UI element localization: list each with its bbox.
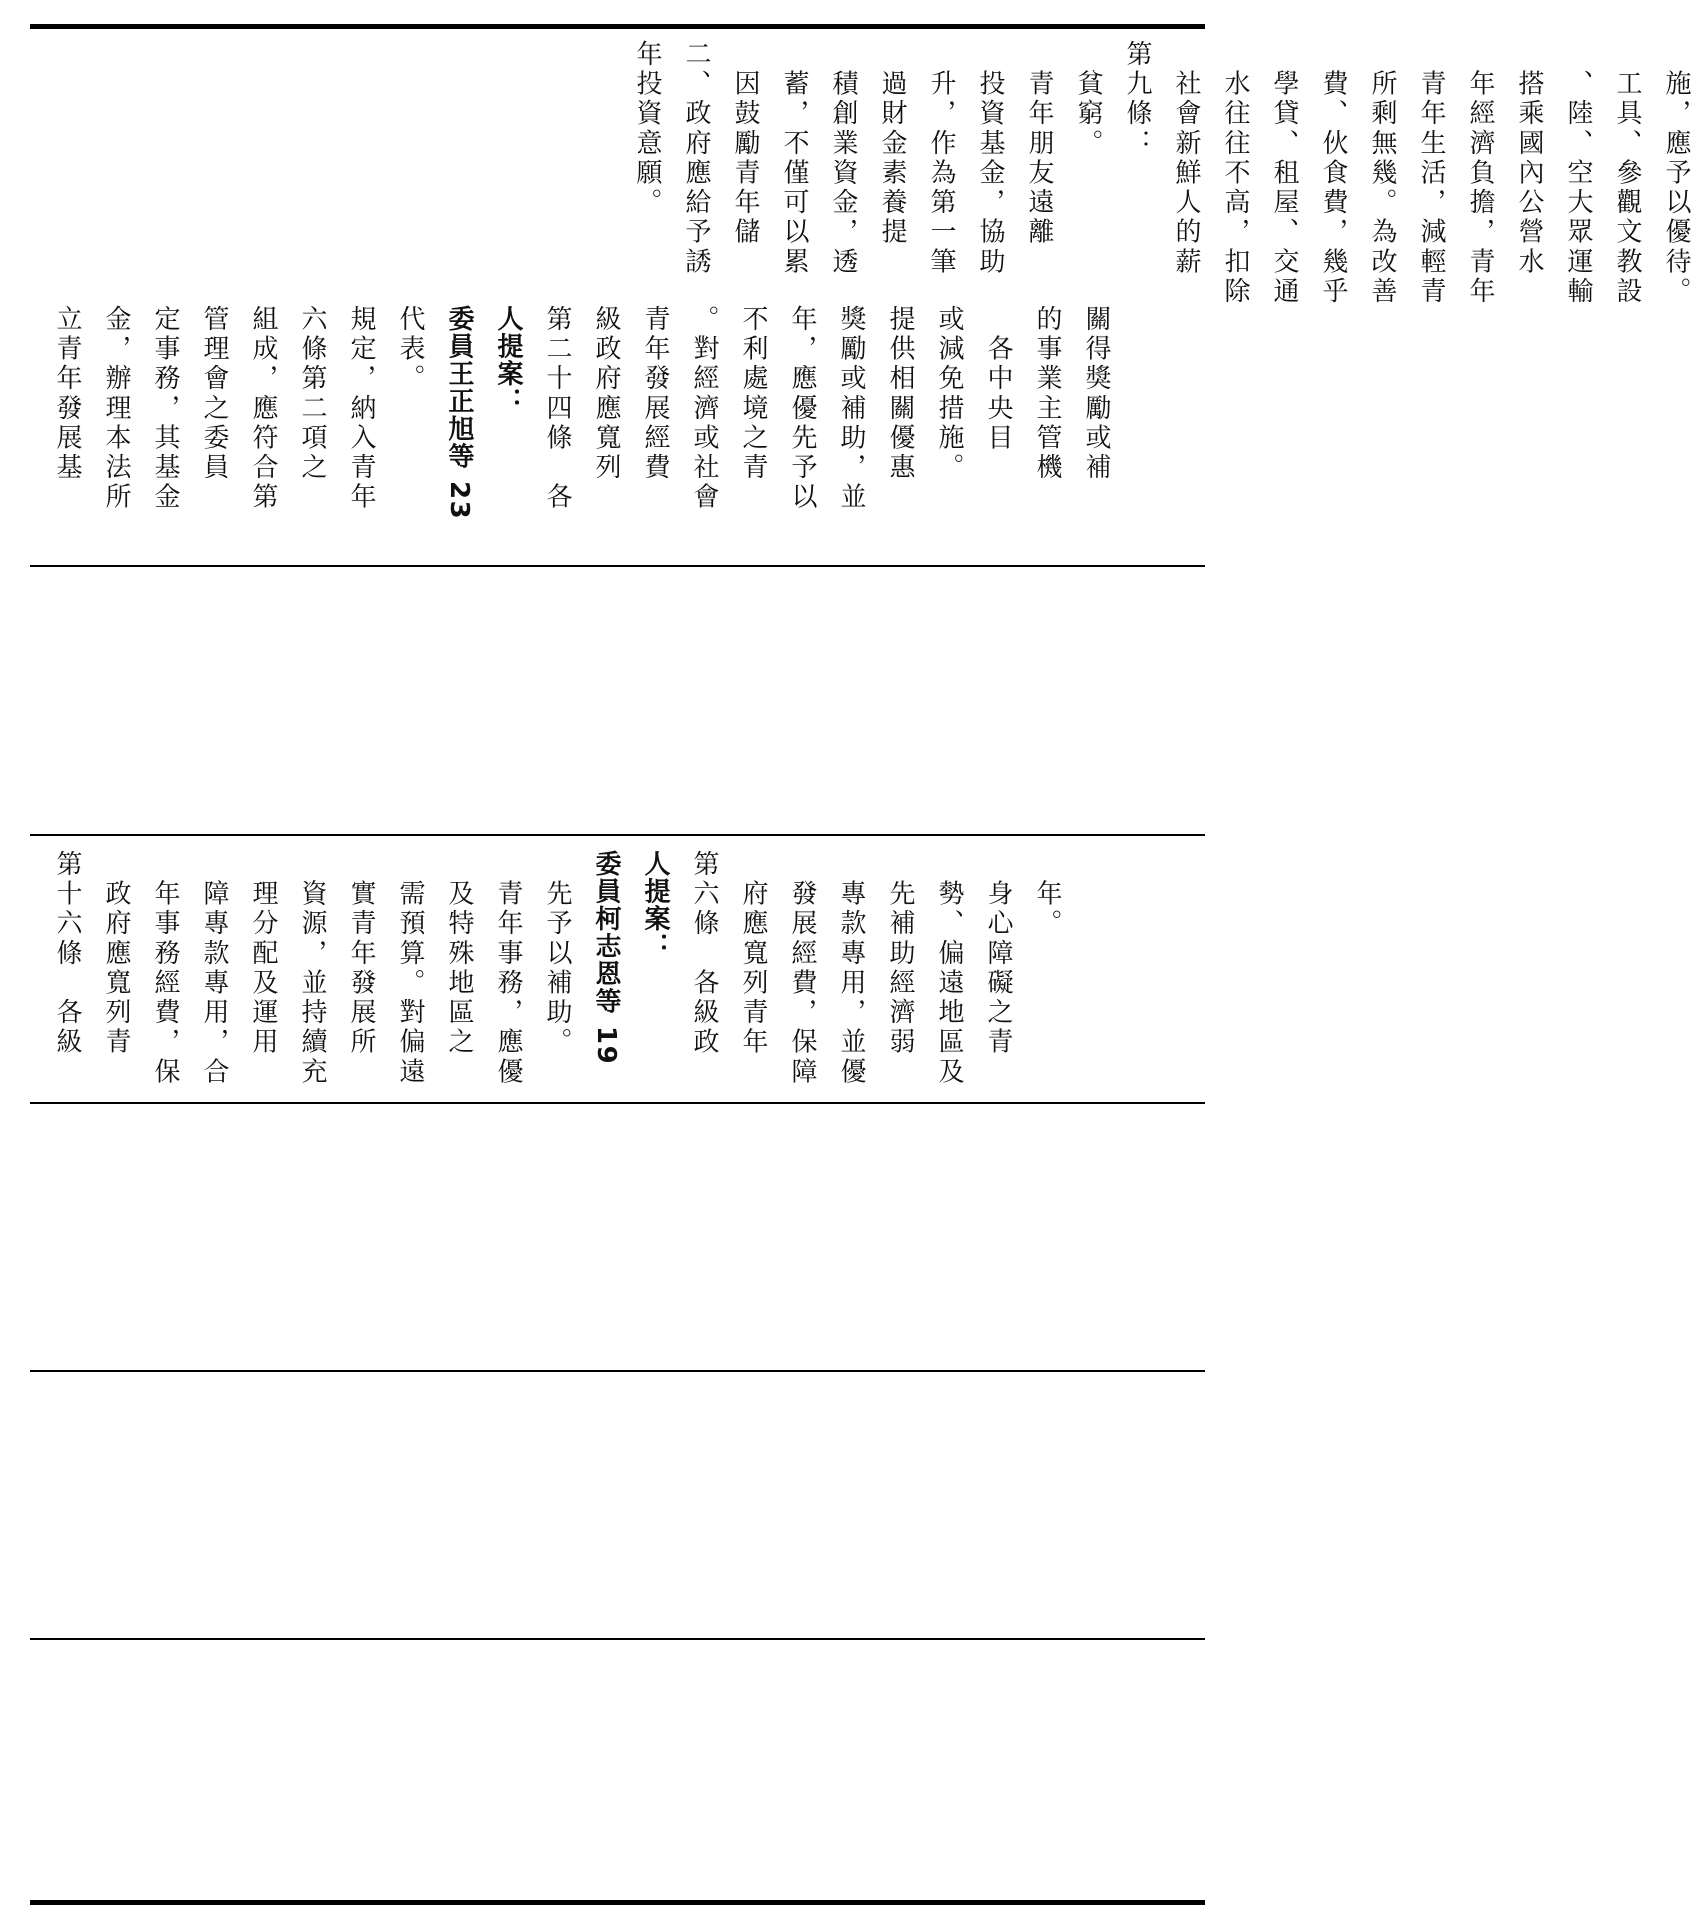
text-column: 積創業資金，透 [828,40,858,278]
text-column: 政府應寬列青 [101,850,131,1058]
text-column: 或減免措施。 [934,305,964,483]
text-column: 提供相關優惠 [885,305,915,483]
text-column: 投資基金，協助 [975,40,1005,278]
text-column: 六條第二項之 [297,305,327,483]
text-column: 規定，納入青年 [346,305,376,513]
text-column: 第二十四條 各 [542,305,572,513]
text-column: 年，應優先予以 [787,305,817,513]
text-column: 蓄，不僅可以累 [779,40,809,278]
text-column: 人提案： [640,850,670,961]
text-column: 先予以補助。 [542,850,572,1058]
text-column: 水往往不高，扣除 [1220,40,1250,307]
text-column: 貧窮。 [1073,40,1103,159]
text-column: 定事務，其基金 [150,305,180,513]
text-column: 學貸、租屋、交通 [1269,40,1299,307]
text-column: 過財金素養提 [877,40,907,248]
text-column: 施，應予以優待。 [1661,40,1691,307]
text-column: 委員柯志恩等 19 [591,850,621,1066]
text-column: 身心障礙之青 [983,850,1013,1058]
text-column: 所剩無幾。為改善 [1367,40,1397,307]
text-column: 及特殊地區之 [444,850,474,1058]
text-column: 升，作為第一筆 [926,40,956,278]
text-column: 、陸、空大眾運輸 [1563,40,1593,307]
text-column: 金，辦理本法所 [101,305,131,513]
text-column: 第六條 各級政 [689,850,719,1058]
text-block-lower [42,850,1082,1096]
top-rule [30,24,1205,29]
rule-2 [30,834,1205,836]
bottom-rule [30,1900,1205,1905]
text-column: 各中央目 [983,305,1013,454]
text-column: 代表。 [395,305,425,394]
text-column: 專款專用，並優 [836,850,866,1088]
text-column: 障專款專用，合 [199,850,229,1088]
rule-1 [30,565,1205,567]
text-column: 青年生活，減輕青 [1416,40,1446,307]
text-column: 級政府應寬列 [591,305,621,483]
text-column: 先補助經濟弱 [885,850,915,1058]
text-column: 資源，並持續充 [297,850,327,1088]
text-column: 發展經費，保障 [787,850,817,1088]
text-column: 立青年發展基 [52,305,82,483]
text-column: 年投資意願。 [632,40,662,218]
rule-5 [30,1638,1205,1640]
text-column: 委員王正旭等 23 [444,305,474,521]
text-column: 獎勵或補助，並 [836,305,866,513]
text-column: 第十六條 各級 [52,850,82,1058]
text-column: 工具、參觀文教設 [1612,40,1642,307]
text-column: 實青年發展所 [346,850,376,1058]
text-column: 人提案： [493,305,523,416]
text-column: 管理會之委員 [199,305,229,483]
text-column: 二、政府應給予誘 [681,40,711,278]
text-column: 青年發展經費 [640,305,670,483]
text-column: 年。 [1032,850,1062,939]
text-column: 年事務經費，保 [150,850,180,1088]
text-column: 府應寬列青年 [738,850,768,1058]
text-column: 費、伙食費，幾乎 [1318,40,1348,307]
text-column: 的事業主管機 [1032,305,1062,483]
text-block-left [42,305,1111,560]
text-column: 需預算。對偏遠 [395,850,425,1088]
text-column: 關得獎勵或補 [1081,305,1111,483]
rule-3 [30,1102,1205,1104]
text-column: 理分配及運用 [248,850,278,1058]
text-column: 第九條： [1122,40,1152,159]
text-column: 青年事務，應優 [493,850,523,1088]
text-column: 年經濟負擔，青年 [1465,40,1495,307]
text-column: 勢、偏遠地區及 [934,850,964,1088]
text-column: 搭乘國內公營水 [1514,40,1544,278]
text-column: 社會新鮮人的薪 [1171,40,1201,278]
text-column: 不利處境之青 [738,305,768,483]
text-column: 青年朋友遠離 [1024,40,1054,248]
text-column: 組成，應符合第 [248,305,278,513]
rule-4 [30,1370,1205,1372]
text-column: 。對經濟或社會 [689,305,719,513]
text-column: 因鼓勵青年儲 [730,40,760,248]
